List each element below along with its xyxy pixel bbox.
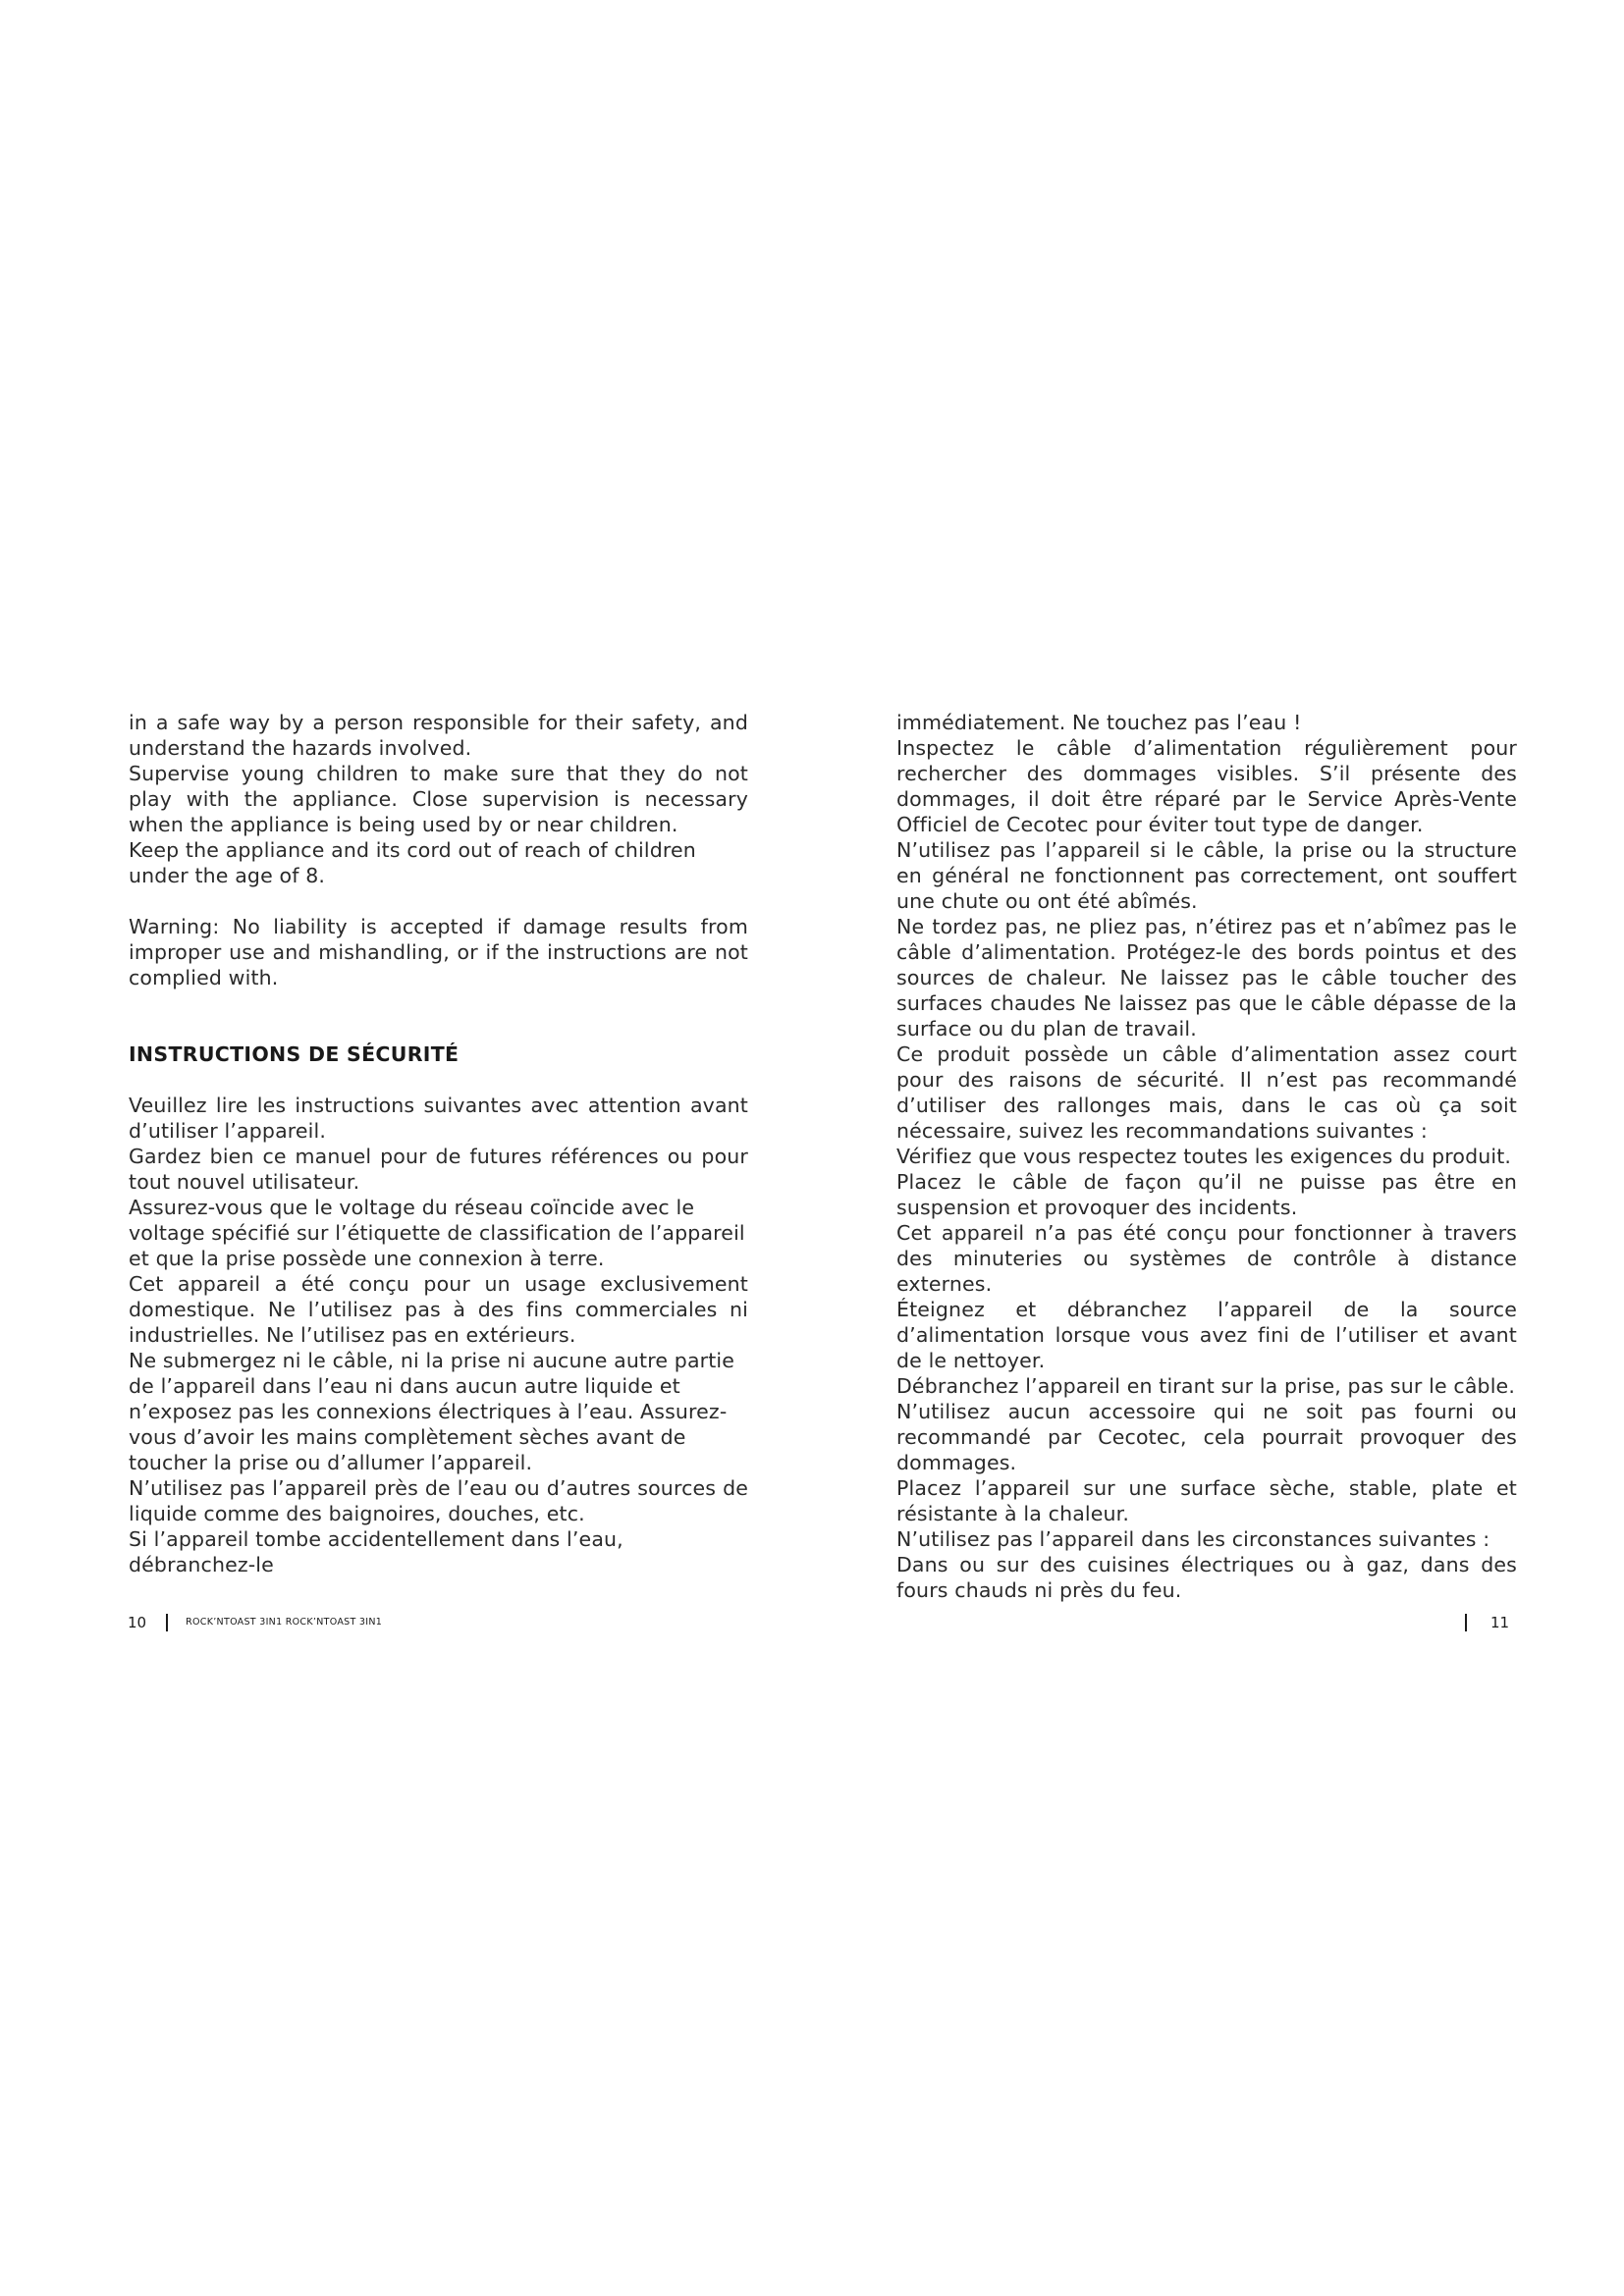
body-paragraph: Assurez-vous que le voltage du réseau coïncide avec le voltage spécifié sur l’étiquette de classification de l’appareil et que la prise possède une connexion à terre. — [129, 1196, 745, 1270]
section-heading: INSTRUCTIONS DE SÉCURITÉ — [129, 1042, 460, 1066]
body-paragraph: N’utilisez aucun accessoire qui ne soit pas fourni ou recommandé par Cecotec, cela pourrait provoquer des dommages. — [896, 1400, 1517, 1474]
right-page-footer — [1465, 1613, 1509, 1632]
body-paragraph: Placez l’appareil sur une surface sèche, stable, plate et résistante à la chaleur. — [896, 1476, 1517, 1525]
warning-paragraph: Warning: No liability is accepted if damage results from improper use and mishandling, or if the instructions are not complied with. — [129, 915, 748, 989]
page-number-left: 10 — [128, 1614, 147, 1631]
body-paragraph: Veuillez lire les instructions suivantes avec attention avant d’utiliser l’appareil. — [129, 1094, 748, 1143]
body-paragraph: Débranchez l’appareil en tirant sur la prise, pas sur le câble. — [896, 1374, 1515, 1398]
footer-divider — [1465, 1614, 1467, 1631]
body-paragraph: in a safe way by a person responsible for their safety, and understand the hazards involved. — [129, 711, 748, 760]
page-number-right: 11 — [1490, 1614, 1510, 1631]
body-paragraph: Keep the appliance and its cord out of reach of children under the age of 8. — [129, 838, 696, 887]
body-paragraph: Éteignez et débranchez l’appareil de la source d’alimentation lorsque vous avez fini de l’utiliser et avant de le nettoyer. — [896, 1298, 1517, 1372]
left-page-column — [129, 710, 748, 1577]
left-page-footer — [128, 1613, 382, 1632]
body-paragraph: N’utilisez pas l’appareil dans les circonstances suivantes : — [896, 1527, 1490, 1551]
running-title: ROCK’NTOAST 3IN1 ROCK’NTOAST 3IN1 — [186, 1617, 383, 1628]
body-paragraph: Gardez bien ce manuel pour de futures références ou pour tout nouvel utilisateur. — [129, 1145, 748, 1194]
body-paragraph: Cet appareil a été conçu pour un usage exclusivement domestique. Ne l’utilisez pas à des fins commerciales ni industrielles. Ne l’utilisez pas en extérieurs. — [129, 1272, 748, 1347]
body-paragraph: Vérifiez que vous respectez toutes les exigences du produit. — [896, 1145, 1512, 1168]
body-paragraph: Ne submergez ni le câble, ni la prise ni aucune autre partie de l’appareil dans l’eau ni dans aucun autre liquide et n’exposez pas les connexions électriques à l’eau. Assurez-vous d’avoir les mains complètement sèches avant de toucher la prise ou d’allumer l’appareil. — [129, 1349, 735, 1474]
body-paragraph: Dans ou sur des cuisines électriques ou à gaz, dans des fours chauds ni près du feu. — [896, 1553, 1517, 1602]
body-paragraph: Si l’appareil tombe accidentellement dans l’eau, débranchez-le — [129, 1527, 623, 1576]
footer-divider — [166, 1614, 168, 1631]
body-paragraph: Inspectez le câble d’alimentation régulièrement pour rechercher des dommages visibles. S’il présente des dommages, il doit être réparé par le Service Après-Vente Officiel de Cecotec pour éviter tout type de danger. — [896, 736, 1517, 836]
body-paragraph: Placez le câble de façon qu’il ne puisse pas être en suspension et provoquer des incidents. — [896, 1170, 1517, 1219]
body-paragraph: N’utilisez pas l’appareil si le câble, la prise ou la structure en général ne fonctionnent pas correctement, ont souffert une chute ou ont été abîmés. — [896, 838, 1517, 913]
body-paragraph: Ce produit possède un câble d’alimentation assez court pour des raisons de sécurité. Il n’est pas recommandé d’utiliser des rallonges mais, dans le cas où ça soit nécessaire, suivez les recommandations suivantes : — [896, 1042, 1517, 1143]
body-paragraph: Cet appareil n’a pas été conçu pour fonctionner à travers des minuteries ou systèmes de contrôle à distance externes. — [896, 1221, 1517, 1296]
body-paragraph: Supervise young children to make sure that they do not play with the appliance. Close supervision is necessary when the appliance is being used by or near children. — [129, 762, 748, 836]
body-paragraph: N’utilisez pas l’appareil près de l’eau ou d’autres sources de liquide comme des baignoires, douches, etc. — [129, 1476, 748, 1525]
body-paragraph: Ne tordez pas, ne pliez pas, n’étirez pas et n’abîmez pas le câble d’alimentation. Protégez-le des bords pointus et des sources de chaleur. Ne laissez pas le câble toucher des surfaces chaudes Ne laissez pas que le câble dépasse de la surface ou du plan de travail. — [896, 915, 1517, 1041]
body-paragraph: immédiatement. Ne touchez pas l’eau ! — [896, 711, 1302, 734]
right-page-column — [896, 710, 1517, 1603]
